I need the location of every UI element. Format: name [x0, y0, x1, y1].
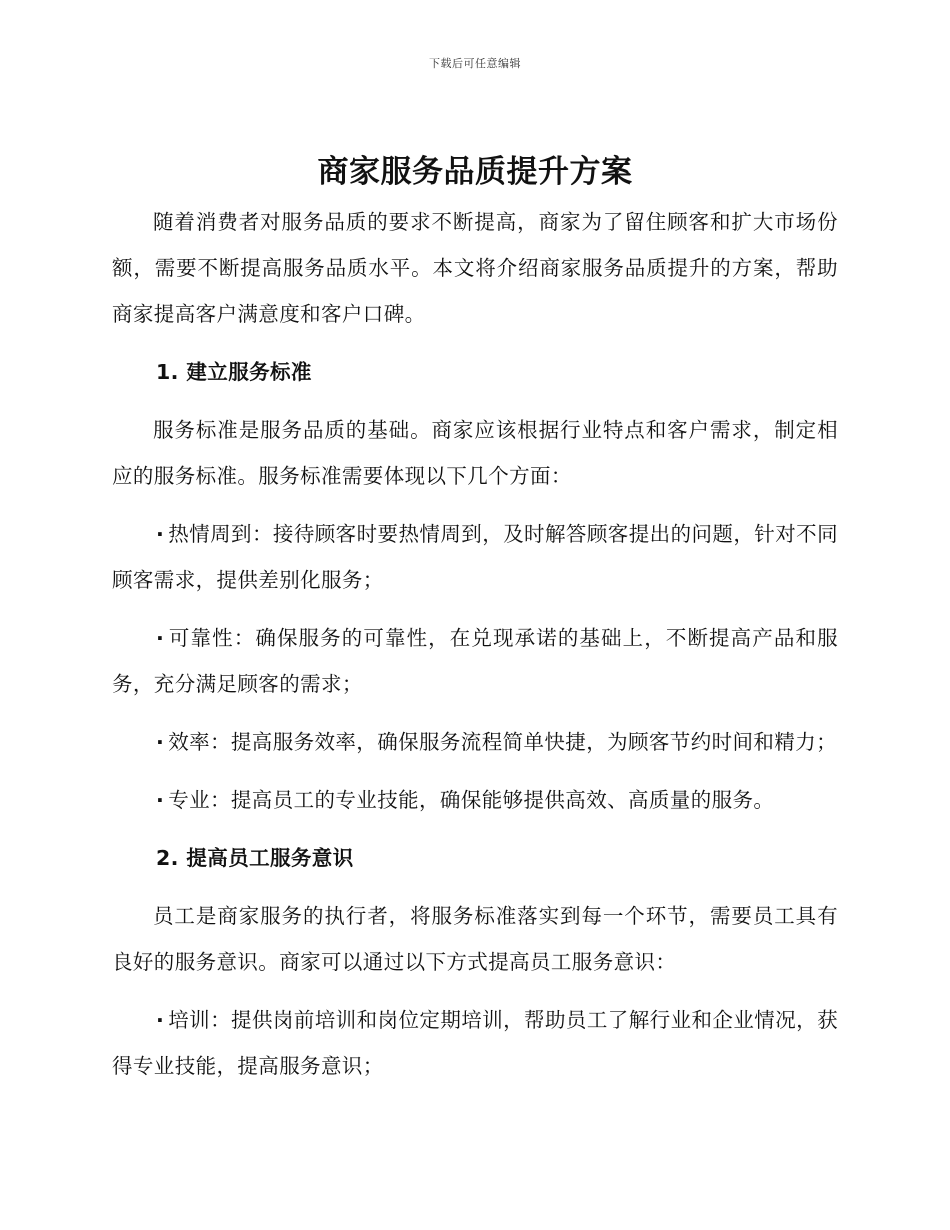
bullet-item — [112, 997, 838, 1089]
bullet-text: 培训：提供岗前培训和岗位定期培训，帮助员工了解行业和企业情况，获得专业技能，提高服务意识； — [112, 1008, 838, 1078]
bullet-text: 热情周到：接待顾客时要热情周到，及时解答顾客提出的问题，针对不同顾客需求，提供差别化服务； — [112, 522, 838, 592]
bullet-text: 效率：提高服务效率，确保服务流程简单快捷，为顾客节约时间和精力； — [168, 730, 838, 754]
bullet-item — [112, 777, 838, 823]
bullet-item — [112, 511, 838, 603]
section-2-paragraph: 员工是商家服务的执行者，将服务标准落实到每一个环节，需要员工具有良好的服务意识。商家可以通过以下方式提高员工服务意识： — [112, 904, 838, 974]
section-heading-1: 1. 建立服务标准 — [156, 360, 312, 384]
document-title: 商家服务品质提升方案 — [317, 154, 633, 190]
section-heading-2: 2. 提高员工服务意识 — [156, 846, 354, 870]
intro-paragraph: 随着消费者对服务品质的要求不断提高，商家为了留住顾客和扩大市场份额，需要不断提高服务品质水平。本文将介绍商家服务品质提升的方案，帮助商家提高客户满意度和客户口碑。 — [112, 210, 838, 326]
bullet-dot: · — [156, 626, 165, 650]
bullet-dot: · — [156, 522, 165, 546]
header-note: 下载后可任意编辑 — [429, 57, 521, 70]
bullet-text: 专业：提高员工的专业技能，确保能够提供高效、高质量的服务。 — [168, 788, 775, 812]
bullet-item — [112, 615, 838, 707]
section-1-paragraph: 服务标准是服务品质的基础。商家应该根据行业特点和客户需求，制定相应的服务标准。服务标准需要体现以下几个方面： — [112, 418, 838, 488]
bullet-dot: · — [156, 1008, 165, 1032]
bullet-dot: · — [156, 788, 165, 812]
bullet-text: 可靠性：确保服务的可靠性，在兑现承诺的基础上，不断提高产品和服务，充分满足顾客的需求； — [112, 626, 838, 696]
document-body — [112, 199, 838, 1101]
bullet-item — [112, 719, 838, 765]
bullet-dot: · — [156, 730, 165, 754]
